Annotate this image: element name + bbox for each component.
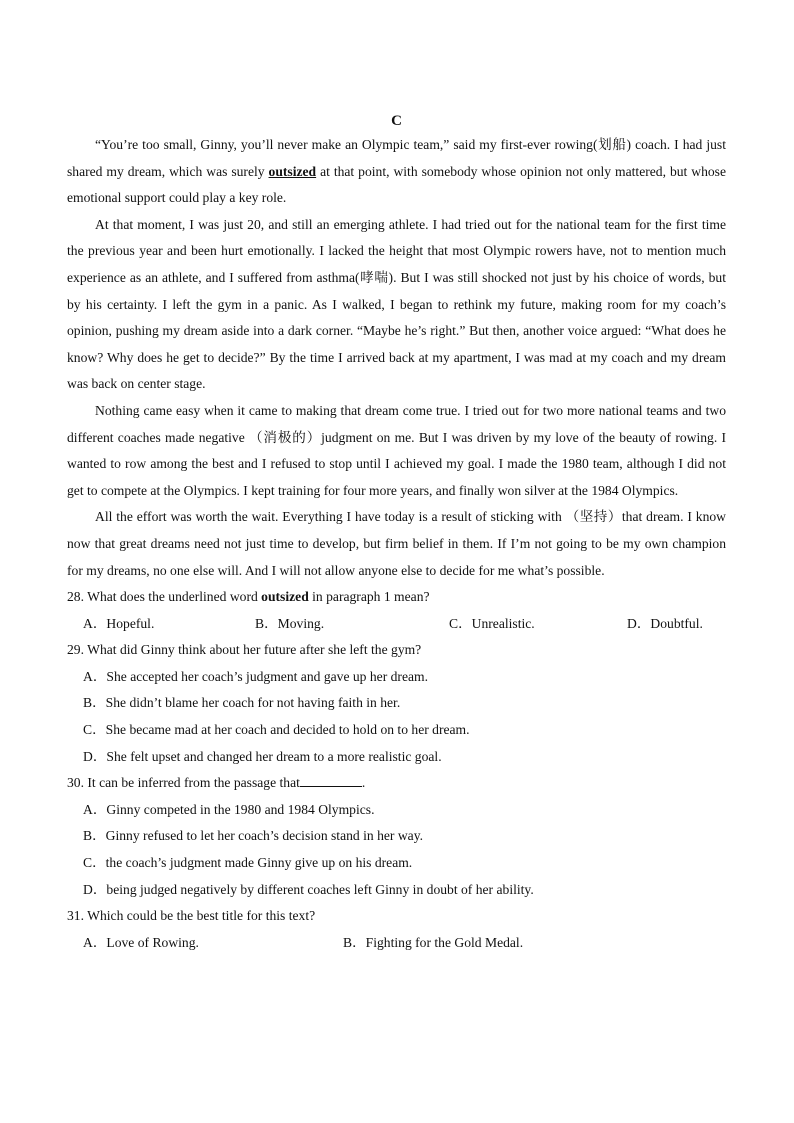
q28-text-after: in paragraph 1 mean? <box>308 589 430 605</box>
q28-option-c[interactable]: C．Unrealistic. <box>449 615 535 631</box>
q28-option-d[interactable]: D．Doubtful. <box>627 615 703 631</box>
q28-option-b[interactable]: B．Moving. <box>255 615 325 631</box>
q31-options <box>67 930 726 957</box>
q28-keyword: outsized <box>261 589 309 605</box>
p1-text-before: “You’re too small, Ginny, you’ll never make an Olympic team,” said my first-ever rowing(划船) coach. I had just shared my dream, which was surely <box>67 137 726 179</box>
q30-option-d[interactable]: D．being judged negatively by different coaches left Ginny in doubt of her ability. <box>83 881 534 897</box>
passage-paragraph-2: At that moment, I was just 20, and still an emerging athlete. I had tried out for the national team for the first time the previous year and been hurt emotionally. I lacked the height that most Olympic rowers have, not to mention much experience as an athlete, and I suffered from asthma(哮喘). But I was still shocked not just by his choice of words, but by his certainty. I left the gym in a panic. As I walked, I began to rethink my future, making room for my coach’s opinion, pushing my dream aside into a dark corner. “Maybe he’s right.” But then, another voice argued: “What does he know? Why does he get to decide?” By the time I arrived back at my apartment, I was mad at my coach and my dream was back on center stage. <box>67 216 726 392</box>
p1-text-after: at that point, with somebody whose opinion not only mattered, but whose emotional support could play a key role. <box>67 163 727 206</box>
q29-option-b[interactable]: B．She didn’t blame her coach for not having faith in her. <box>83 695 401 711</box>
document-page <box>67 110 726 956</box>
q30-option-c[interactable]: C．the coach’s judgment made Ginny give up on his dream. <box>83 855 413 871</box>
section-heading: C <box>391 113 402 129</box>
q31-option-a[interactable]: A．Love of Rowing. <box>83 934 199 950</box>
underlined-word: outsized <box>268 163 317 179</box>
passage-paragraph-3: Nothing came easy when it came to making that dream come true. I tried out for two more national teams and two different coaches made negative （消极的）judgment on me. But I was driven by my love of the beauty of rowing. I wanted to row among the best and I refused to stop until I achieved my goal. I made the 1980 team, although I did not get to compete at the Olympics. I kept training for four more years, and finally won silver at the 1984 Olympics. <box>67 402 726 498</box>
q28-options <box>67 611 726 638</box>
q29-option-a[interactable]: A．She accepted her coach’s judgment and gave up her dream. <box>83 668 428 684</box>
q28-option-a[interactable]: A．Hopeful. <box>83 615 155 631</box>
q30-stem: 30. It can be inferred from the passage that <box>67 775 300 791</box>
question-31: 31. Which could be the best title for this text? <box>67 908 316 924</box>
question-29: 29. What did Ginny think about her future after she left the gym? <box>67 642 422 658</box>
answer-blank <box>300 772 362 787</box>
q29-option-d[interactable]: D．She felt upset and changed her dream to a more realistic goal. <box>83 748 442 764</box>
q30-option-b[interactable]: B．Ginny refused to let her coach’s decision stand in her way. <box>83 828 424 844</box>
question-28 <box>67 584 726 611</box>
q28-text-before: 28. What does the underlined word <box>67 589 262 605</box>
passage-paragraph-1 <box>67 132 726 212</box>
passage-paragraph-4: All the effort was worth the wait. Everything I have today is a result of sticking with （坚持）that dream. I know now that great dreams need not just time to develop, but firm belief in them. If I’m not going to be my own champion for my dreams, no one else will. And I will not allow anyone else to decide for me what’s possible. <box>67 509 726 578</box>
question-30 <box>67 770 726 797</box>
q31-option-b[interactable]: B．Fighting for the Gold Medal. <box>343 934 524 950</box>
q29-option-c[interactable]: C．She became mad at her coach and decided to hold on to her dream. <box>83 722 470 738</box>
q30-option-a[interactable]: A．Ginny competed in the 1980 and 1984 Olympics. <box>83 801 375 817</box>
q30-stem-end: . <box>361 775 366 791</box>
